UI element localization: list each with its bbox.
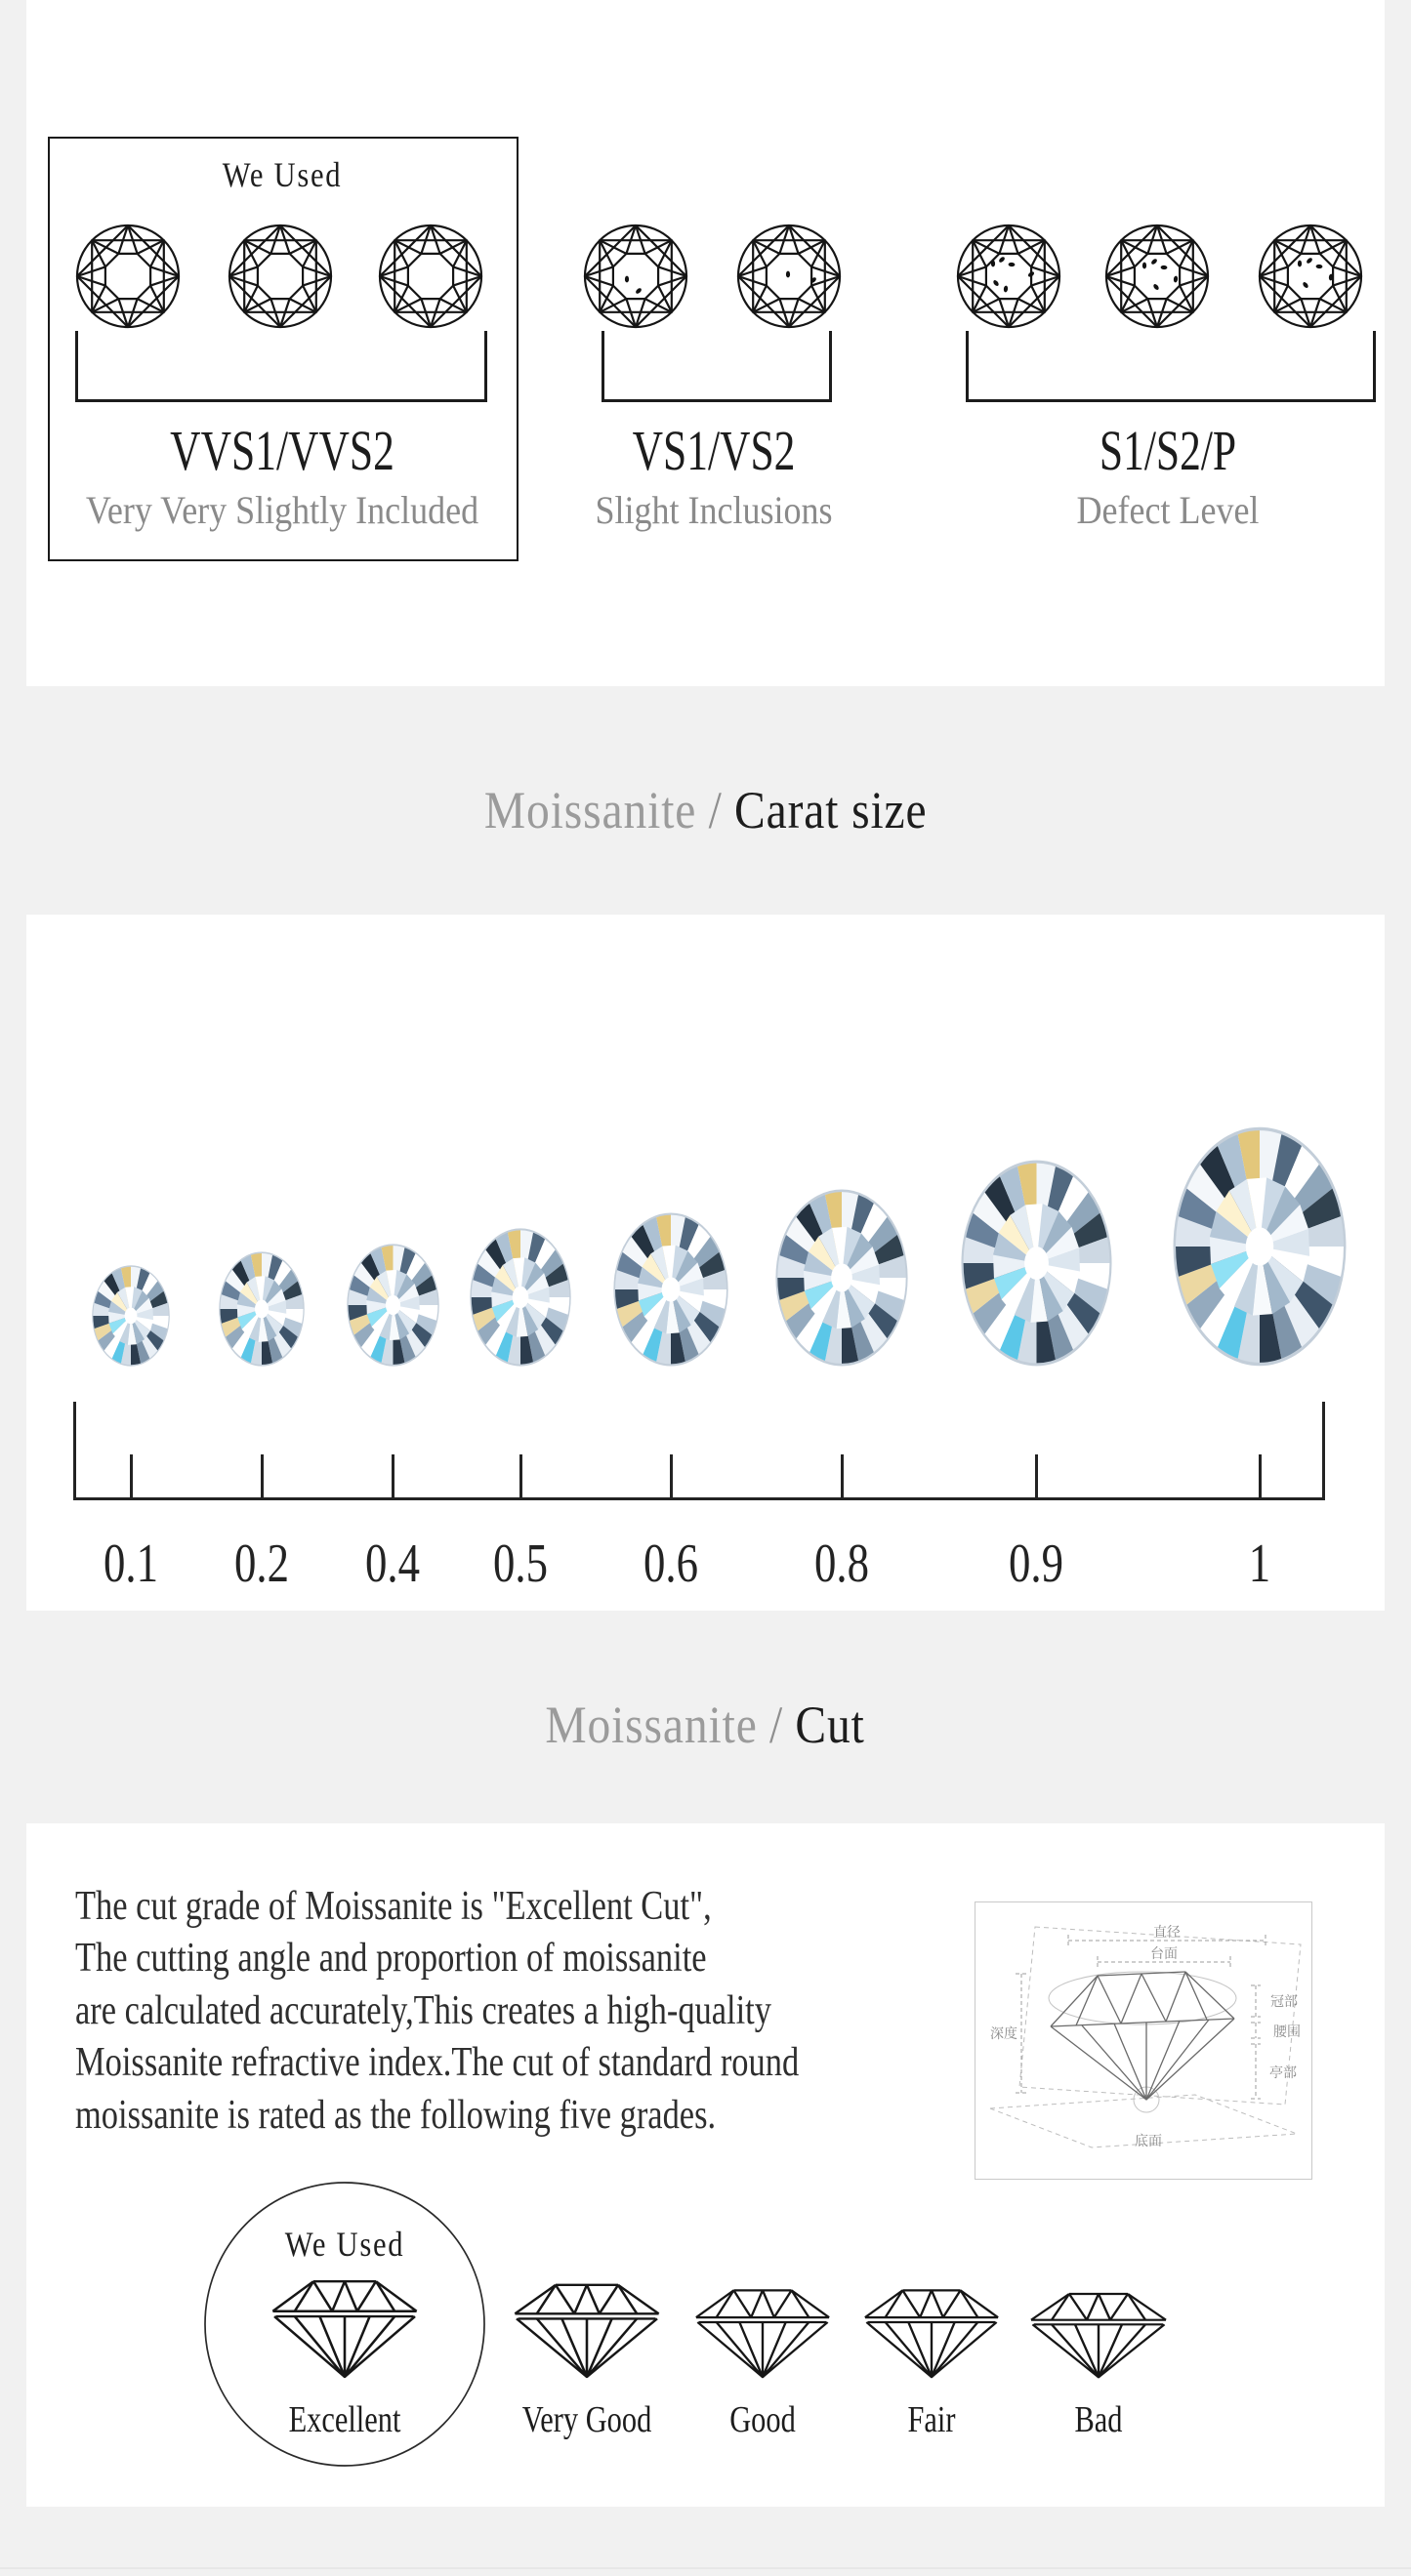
clarity-stone-vs1-vs2 <box>580 221 691 332</box>
clarity-stone-vvs1-vvs2 <box>225 221 336 332</box>
carat-gem-1 <box>1173 1126 1347 1367</box>
carat-value-label <box>637 1534 705 1593</box>
cut-title-separator: / <box>769 1696 784 1754</box>
clarity-bracket-2 <box>966 331 1376 402</box>
cut-paragraph-line <box>75 1884 851 1929</box>
diagram-label-culet: 底面 <box>1135 2133 1162 2148</box>
ruler-tick-0.6 <box>670 1454 673 1500</box>
clarity-description-text: Slight Inclusions <box>595 488 833 532</box>
carat-value-label <box>97 1534 165 1593</box>
ruler-tick-0.2 <box>261 1454 264 1500</box>
cut-grade-diamond-excellent <box>267 2272 423 2380</box>
carat-gem-0.4 <box>347 1244 439 1367</box>
ruler-tick-0.4 <box>392 1454 394 1500</box>
carat-title-separator: / <box>708 781 723 839</box>
cut-grade-text: Good <box>729 2399 796 2440</box>
carat-value-text: 0.2 <box>234 1533 289 1594</box>
cut-title-emphasis: Cut <box>795 1696 866 1754</box>
carat-value-text: 0.6 <box>643 1533 698 1594</box>
diagram-label-depth: 深度 <box>990 2025 1017 2041</box>
cut-paragraph-text: The cut grade of Moissanite is "Excellent Cut", <box>75 1884 712 1929</box>
carat-gem-0.6 <box>613 1212 728 1367</box>
cut-paragraph-text: Moissanite refractive index.The cut of standard round <box>75 2040 800 2086</box>
carat-value-label <box>808 1534 876 1593</box>
carat-title <box>0 778 1411 842</box>
cut-title-prefix: Moissanite <box>545 1696 759 1754</box>
carat-value-label <box>1246 1534 1273 1593</box>
ruler-tick-0.8 <box>841 1454 844 1500</box>
clarity-grade-label <box>605 420 822 482</box>
clarity-grade-text: VS1/VS2 <box>632 419 796 482</box>
clarity-description-label <box>1066 488 1269 533</box>
diagram-label-crown: 冠部 <box>1270 1993 1298 2009</box>
cut-grade-label-fair <box>901 2397 961 2442</box>
diagram-label-girdle: 腰围 <box>1273 2024 1301 2039</box>
diagram-label-table: 台面 <box>1150 1945 1178 1961</box>
carat-value-text: 0.8 <box>814 1533 869 1594</box>
carat-value-text: 0.9 <box>1009 1533 1063 1594</box>
cut-grade-label-bad <box>1068 2397 1128 2442</box>
cut-paragraph-line <box>75 1936 845 1981</box>
clarity-stone-vvs1-vvs2 <box>72 221 184 332</box>
clarity-stone-vvs1-vvs2 <box>375 221 486 332</box>
clarity-grade-label <box>1077 420 1260 482</box>
carat-value-label <box>228 1534 296 1593</box>
cut-grade-diamond-fair <box>859 2282 1004 2380</box>
carat-value-text: 0.5 <box>493 1533 548 1594</box>
carat-gem-0.2 <box>219 1251 305 1367</box>
cut-paragraph-line <box>75 1988 924 2033</box>
bottom-divider <box>0 2567 1411 2569</box>
cut-grade-label-very-good <box>506 2397 668 2442</box>
cut-grade-text: Excellent <box>288 2399 401 2440</box>
clarity-description-label <box>582 488 846 533</box>
carat-title-prefix: Moissanite <box>483 781 697 839</box>
clarity-bracket-1 <box>602 331 832 402</box>
clarity-grade-text: S1/S2/P <box>1099 419 1237 482</box>
diagram-label-pavilion: 亭部 <box>1269 2065 1297 2080</box>
clarity-bracket-0 <box>75 331 487 402</box>
ruler-tick-0.9 <box>1035 1454 1038 1500</box>
diagram-label-diameter: 直径 <box>1153 1924 1181 1940</box>
carat-value-label <box>358 1534 427 1593</box>
carat-value-label <box>486 1534 555 1593</box>
clarity-stone-s1-s2-p <box>1255 221 1366 332</box>
cut-paragraph-text: The cutting angle and proportion of moissanite <box>75 1936 707 1982</box>
cut-grade-label-excellent <box>274 2397 414 2442</box>
clarity-grade-text: VVS1/VVS2 <box>170 419 394 482</box>
cut-grade-diamond-bad <box>1025 2286 1172 2380</box>
cut-title <box>0 1693 1411 1757</box>
cut-anatomy-diagram <box>975 1901 1312 2180</box>
clarity-description-text: Defect Level <box>1076 488 1260 532</box>
cut-we-used-label: We Used <box>284 2225 405 2264</box>
carat-title-emphasis: Carat size <box>733 781 928 839</box>
cut-grade-text: Bad <box>1074 2399 1123 2440</box>
ruler-tick-1 <box>1259 1454 1262 1500</box>
cut-grade-text: Fair <box>907 2399 956 2440</box>
carat-value-text: 0.4 <box>365 1533 420 1594</box>
ruler-end-tick-1 <box>1322 1402 1325 1500</box>
carat-gem-0.9 <box>961 1160 1112 1367</box>
clarity-stone-vs1-vs2 <box>733 221 845 332</box>
clarity-stone-s1-s2-p <box>953 221 1064 332</box>
carat-value-label <box>1002 1534 1070 1593</box>
carat-ruler-line <box>73 1497 1325 1500</box>
clarity-grade-label <box>133 420 432 482</box>
carat-value-text: 1 <box>1248 1533 1271 1594</box>
cut-paragraph-line <box>75 2040 958 2085</box>
cut-paragraph-text: moissanite is rated as the following five grades. <box>75 2092 717 2138</box>
cut-grade-diamond-very-good <box>509 2276 665 2380</box>
cut-grade-label-good <box>722 2397 804 2442</box>
clarity-stone-s1-s2-p <box>1101 221 1213 332</box>
cut-grade-diamond-good <box>690 2282 835 2380</box>
clarity-description-label <box>64 488 501 533</box>
ruler-end-tick-0 <box>73 1402 76 1500</box>
ruler-tick-0.1 <box>130 1454 133 1500</box>
ruler-tick-0.5 <box>519 1454 522 1500</box>
carat-gem-0.1 <box>92 1265 170 1367</box>
clarity-we-used-label: We Used <box>222 155 343 194</box>
carat-value-text: 0.1 <box>104 1533 158 1594</box>
cut-paragraph-line <box>75 2093 856 2138</box>
cut-paragraph-text: are calculated accurately,This creates a high-quality <box>75 1987 771 2033</box>
cut-grade-text: Very Good <box>521 2399 652 2440</box>
carat-gem-0.5 <box>470 1228 571 1367</box>
carat-gem-0.8 <box>775 1189 908 1367</box>
clarity-description-text: Very Very Slightly Included <box>85 488 479 532</box>
